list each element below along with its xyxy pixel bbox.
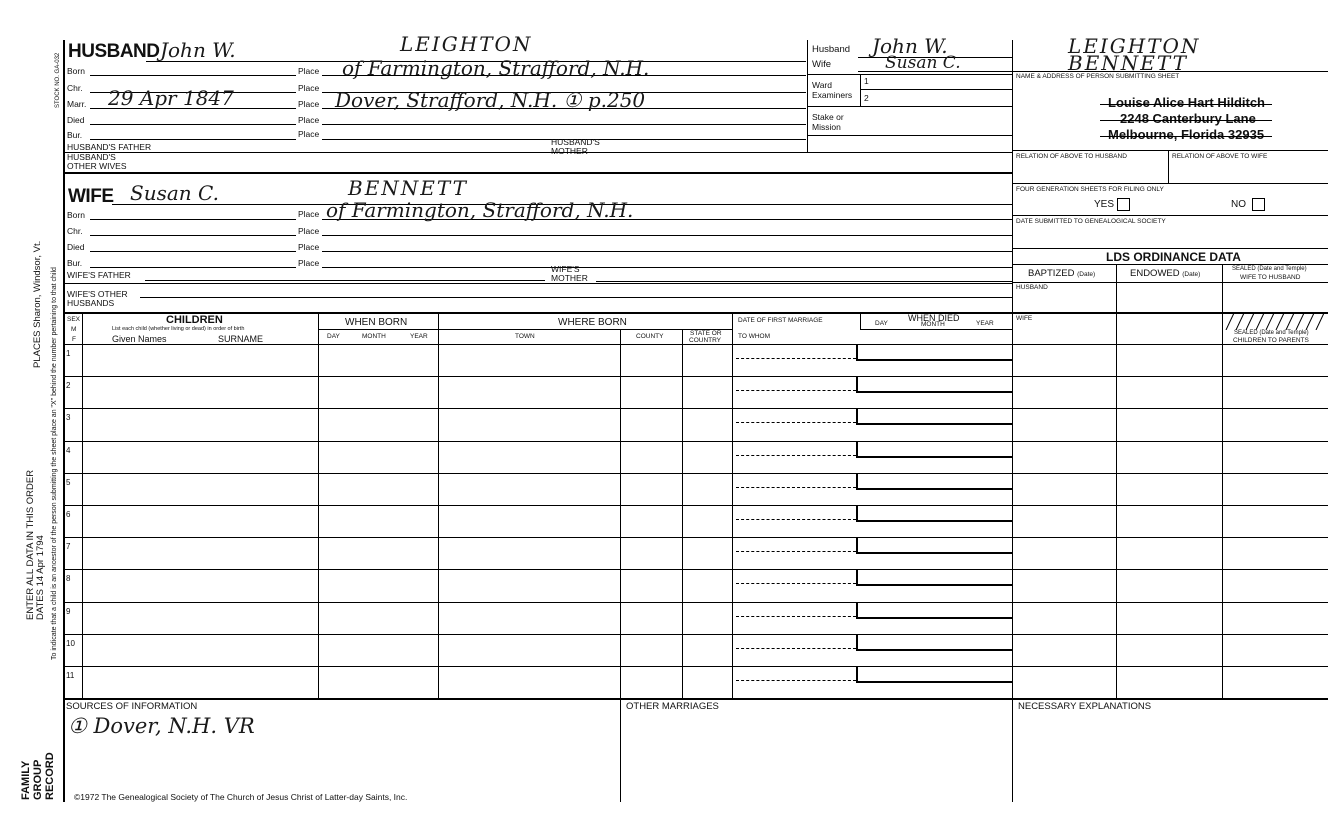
child-row-number: 4 [66, 446, 71, 455]
family-label: FAMILY [20, 760, 32, 800]
wife-died-place-label: Place [298, 242, 320, 252]
died-bracket [856, 537, 858, 552]
four-gen-label: FOUR GENERATION SHEETS FOR FILING ONLY [1016, 186, 1164, 193]
husband-marriage-place: Dover, Strafford, N.H. ① p.250 [335, 88, 646, 112]
ward-husband-label: Husband [812, 44, 851, 55]
necessary-explanations-label: NECESSARY EXPLANATIONS [1018, 701, 1152, 712]
died-bracket [856, 441, 858, 456]
died-line [856, 649, 1012, 651]
husband-other-wives-label-2: OTHER WIVES [67, 161, 127, 171]
wife-surname: BENNETT [348, 176, 468, 200]
child-row-number: 5 [66, 478, 71, 487]
husband-section-bottom [64, 172, 1012, 174]
right-surname-2: BENNETT [1068, 51, 1188, 75]
child-row-number: 11 [66, 671, 75, 680]
first-marriage-header: DATE OF FIRST MARRIAGE [738, 317, 823, 324]
sealed-children-label-2: CHILDREN TO PARENTS [1233, 337, 1309, 344]
marriage-date-line [736, 390, 856, 391]
record-label: RECORD [44, 752, 56, 800]
town-header: TOWN [515, 333, 535, 340]
table-row [64, 666, 1328, 667]
born-month-header: MONTH [362, 333, 386, 340]
husband-born-place-label: Place [298, 66, 320, 76]
surname-header: SURNAME [218, 334, 264, 344]
table-row [64, 602, 1328, 603]
enter-all-note: ENTER ALL DATA IN THIS ORDER [25, 469, 36, 620]
husband-given-name: John W. [160, 38, 236, 62]
born-year-header: YEAR [410, 333, 428, 340]
wife-chr-label: Chr. [67, 226, 83, 236]
died-line [856, 423, 1012, 425]
died-line [856, 552, 1012, 554]
husband-marriage-date: 29 Apr 1847 [108, 86, 234, 110]
husband-father-label: HUSBAND'S FATHER [67, 142, 152, 152]
when-born-header: WHEN BORN [345, 317, 408, 328]
sex-m-label: M [71, 326, 77, 333]
husband-marr-place-label: Place [298, 99, 320, 109]
wife-given-name: Susan C. [130, 181, 219, 205]
wife-born-label: Born [67, 210, 85, 220]
right-surname-1: LEIGHTON [1068, 34, 1201, 58]
places-note: PLACES Sharon, Windsor, Vt. [32, 240, 43, 368]
child-row-number: 10 [66, 639, 75, 648]
husband-chr-label: Chr. [67, 83, 83, 93]
marriage-date-line [736, 455, 856, 456]
died-bracket [856, 634, 858, 649]
died-line [856, 488, 1012, 490]
examiners-label: Examiners [812, 90, 853, 100]
sealed-children-label-1: SEALED (Date and Temple) [1234, 330, 1309, 336]
husband-bur-label: Bur. [67, 130, 83, 140]
sealed-wife-label-2: WIFE TO HUSBAND [1240, 274, 1301, 281]
husband-label: HUSBAND [68, 41, 160, 62]
died-line [856, 391, 1012, 393]
stake-label: Stake or [812, 112, 844, 122]
marriage-date-line [736, 680, 856, 681]
table-row [64, 376, 1328, 377]
child-row-number: 8 [66, 574, 71, 583]
died-line [856, 681, 1012, 683]
husband-died-place-label: Place [298, 115, 320, 125]
died-day-header: DAY [875, 320, 888, 327]
yes-label: YES [1094, 199, 1115, 210]
table-row [64, 473, 1328, 474]
wife-bur-label: Bur. [67, 258, 83, 268]
child-row-number: 2 [66, 381, 71, 390]
child-row-number: 7 [66, 542, 71, 551]
state-header-1: STATE OR [690, 330, 722, 337]
baptized-label: BAPTIZED (Date) [1028, 268, 1096, 279]
marriage-date-line [736, 358, 856, 359]
child-row-number: 3 [66, 413, 71, 422]
children-subtitle: List each child (whether living or dead) in order of birth [112, 326, 245, 332]
name-address-label: NAME & ADDRESS OF PERSON SUBMITTING SHEET [1016, 73, 1180, 80]
left-border [63, 40, 65, 802]
sealed-hatch [1224, 313, 1328, 330]
submitter-name: Louise Alice Hart Hilditch [1108, 95, 1265, 110]
group-label: GROUP [32, 759, 44, 800]
died-bracket [856, 376, 858, 391]
wife-label: WIFE [68, 186, 114, 207]
mission-label: Mission [812, 122, 841, 132]
died-line [856, 520, 1012, 522]
husband-other-wives-label-1: HUSBAND'S [67, 152, 116, 162]
husband-chr-place-label: Place [298, 83, 320, 93]
ward-wife-label: Wife [812, 59, 831, 70]
when-died-header: WHEN DIED [908, 313, 960, 323]
state-header-2: COUNTRY [689, 337, 722, 344]
wife-chr-place-label: Place [298, 226, 320, 236]
marriage-date-line [736, 487, 856, 488]
wife-died-label: Died [67, 242, 85, 252]
wife-other-husbands-label-2: HUSBANDS [67, 298, 115, 308]
yes-checkbox[interactable] [1117, 198, 1130, 211]
dates-note: DATES 14 Apr 1794 [35, 535, 46, 620]
ancestor-instruction: To indicate that a child is an ancestor of the person submitting the sheet place an "X" behind the number pertaining to that child [51, 267, 58, 660]
sources-value: ① Dover, N.H. VR [68, 714, 255, 738]
husband-bur-place-label: Place [298, 129, 320, 139]
husband-born-label: Born [67, 66, 85, 76]
county-header: COUNTY [636, 333, 664, 340]
table-row [64, 408, 1328, 409]
stock-number: STOCK NO. GA-032 [55, 52, 61, 108]
wife-bur-place-label: Place [298, 258, 320, 268]
wife-born-place: of Farmington, Strafford, N.H. [326, 198, 634, 222]
husband-surname: LEIGHTON [400, 32, 533, 56]
to-whom-header: TO WHOM [738, 333, 771, 340]
died-bracket [856, 602, 858, 617]
wife-other-husbands-label-1: WIFE'S OTHER [67, 289, 128, 299]
husband-born-place: of Farmington, Strafford, N.H. [342, 56, 650, 80]
died-bracket [856, 569, 858, 584]
where-born-header: WHERE BORN [558, 317, 627, 328]
died-bracket [856, 344, 858, 359]
wife-mother-label-2: MOTHER [551, 273, 588, 283]
died-bracket [856, 473, 858, 488]
table-row [64, 344, 1328, 345]
table-row [64, 505, 1328, 506]
died-line [856, 456, 1012, 458]
table-row [64, 441, 1328, 442]
other-marriages-label: OTHER MARRIAGES [626, 701, 719, 712]
died-bracket [856, 505, 858, 520]
no-checkbox[interactable] [1252, 198, 1265, 211]
relation-husband-label: RELATION OF ABOVE TO HUSBAND [1016, 153, 1127, 160]
ward-husband-value: John W. [872, 34, 948, 58]
ward-wife-value: Susan C. [885, 53, 961, 73]
died-month-header: MONTH [921, 321, 945, 328]
died-bracket [856, 408, 858, 423]
lds-title: LDS ORDINANCE DATA [1106, 250, 1241, 264]
marriage-date-line [736, 583, 856, 584]
sources-label: SOURCES OF INFORMATION [66, 701, 198, 712]
husband-mother-label-1: HUSBAND'S [551, 137, 600, 147]
examiner-2: 2 [864, 93, 869, 103]
submitter-street: 2248 Canterbury Lane [1120, 111, 1256, 126]
died-line [856, 359, 1012, 361]
wife-ordinance-row: WIFE [1016, 315, 1033, 322]
given-names-header: Given Names [112, 334, 167, 344]
marriage-date-line [736, 519, 856, 520]
marriage-date-line [736, 648, 856, 649]
table-row [64, 537, 1328, 538]
endowed-label: ENDOWED (Date) [1130, 268, 1201, 279]
wife-born-place-label: Place [298, 209, 320, 219]
born-day-header: DAY [327, 333, 340, 340]
table-bottom [64, 698, 1328, 700]
right-divider [1012, 40, 1013, 802]
sex-f-label: F [72, 336, 76, 343]
wife-section-bottom [64, 312, 1328, 314]
date-submitted-label: DATE SUBMITTED TO GENEALOGICAL SOCIETY [1016, 218, 1166, 225]
sealed-wife-label-1: SEALED (Date and Temple) [1232, 266, 1307, 272]
died-line [856, 584, 1012, 586]
died-year-header: YEAR [976, 320, 994, 327]
table-row [64, 569, 1328, 570]
child-row-number: 6 [66, 510, 71, 519]
marriage-date-line [736, 616, 856, 617]
died-bracket [856, 666, 858, 681]
wife-mother-label-1: WIFE'S [551, 264, 580, 274]
died-line [856, 617, 1012, 619]
copyright: ©1972 The Genealogical Society of The Church of Jesus Christ of Latter-day Saints, Inc. [74, 792, 408, 802]
husband-marr-label: Marr. [67, 99, 87, 109]
child-row-number: 1 [66, 349, 71, 358]
sex-label: SEX [67, 316, 81, 323]
table-row [64, 634, 1328, 635]
submitter-city: Melbourne, Florida 32935 [1108, 127, 1265, 142]
examiner-1: 1 [864, 76, 869, 86]
marriage-date-line [736, 422, 856, 423]
marriage-date-line [736, 551, 856, 552]
no-label: NO [1231, 199, 1246, 210]
husband-died-label: Died [67, 115, 85, 125]
husband-ordinance-row: HUSBAND [1016, 284, 1048, 291]
relation-wife-label: RELATION OF ABOVE TO WIFE [1172, 153, 1268, 160]
child-row-number: 9 [66, 607, 71, 616]
children-title: CHILDREN [166, 314, 223, 326]
ward-label: Ward [812, 80, 832, 90]
wife-father-label: WIFE'S FATHER [67, 270, 131, 280]
husband-mother-label-2: MOTHER [551, 146, 588, 156]
